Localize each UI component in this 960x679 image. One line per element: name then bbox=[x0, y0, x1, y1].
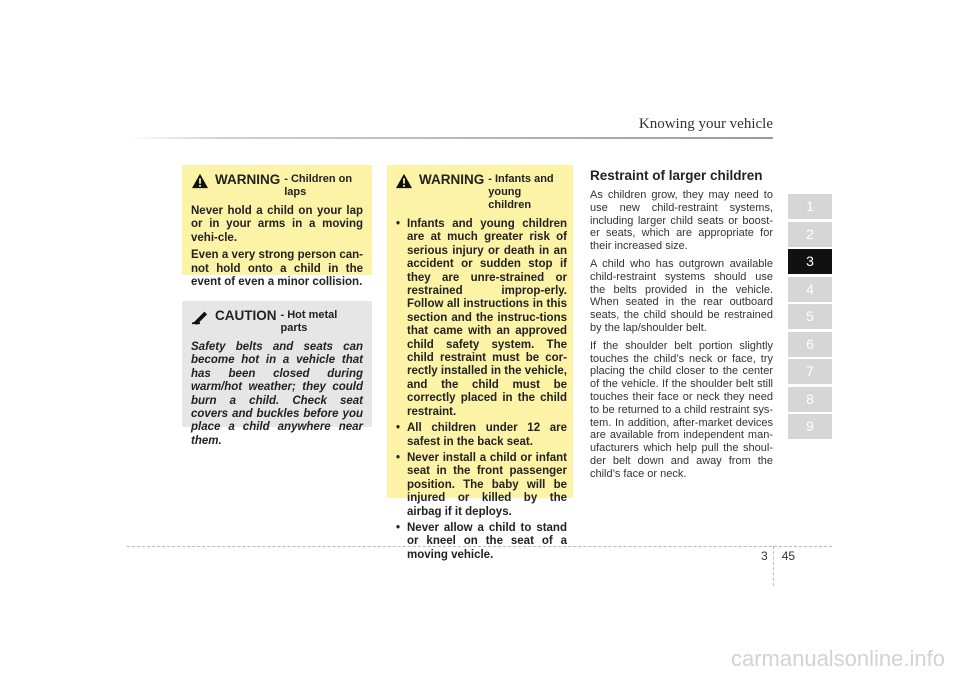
warning-box-children-on-laps bbox=[182, 165, 372, 289]
warning-subtitle: - Children on laps bbox=[284, 173, 353, 198]
caution-pencil-icon bbox=[191, 309, 209, 325]
header-title: Knowing your vehicle bbox=[638, 116, 773, 132]
bullet-item: • Never allow a child to stand or kneel on the seat of a moving vehicle. bbox=[395, 522, 567, 562]
page-chapter: 3 bbox=[761, 549, 768, 563]
warning-title bbox=[191, 173, 363, 199]
chapter-tab-5[interactable]: 5 bbox=[788, 304, 832, 329]
warning-label: WARNING bbox=[215, 172, 281, 187]
section-restraint-larger-children bbox=[590, 168, 773, 486]
bullet-item: • Infants and young children are at much greater risk of serious injury or death in an accident or sudden stop if they are unre-strained or restrained improp-erly. Follow all instructions in this section and the instruc-tions that came with an approved child safety system. The child restraint must be cor-rectly installed in the vehicle, and the child must be correctly placed in the child restraint. bbox=[395, 218, 567, 419]
caution-box-hot-metal bbox=[182, 301, 372, 447]
bullet-item: • Never install a child or infant seat in the front passenger position. The baby will be injured or killed by the airbag if it deploys. bbox=[395, 452, 567, 519]
page-number bbox=[761, 549, 795, 563]
warning-label: WARNING bbox=[419, 172, 485, 187]
chapter-tab-9[interactable]: 9 bbox=[788, 414, 832, 439]
chapter-tab-6[interactable]: 6 bbox=[788, 332, 832, 357]
section-paragraph: As children grow, they may need to use new child-restraint systems, including larger child seats or boost-er seats, which are appropriate for their increased size. bbox=[590, 189, 773, 253]
caution-subtitle: - Hot metal parts bbox=[280, 309, 338, 334]
warning-title bbox=[395, 173, 567, 212]
warning-subtitle: - Infants and young children bbox=[488, 173, 554, 211]
warning-paragraph: Even a very strong person can-not hold onto a child in the event of even a minor collision. bbox=[191, 249, 363, 289]
caution-label: CAUTION bbox=[215, 308, 277, 323]
bullet-item: • All children under 12 are safest in the back seat. bbox=[395, 422, 567, 449]
warning-triangle-icon bbox=[191, 173, 209, 189]
chapter-tab-1[interactable]: 1 bbox=[788, 194, 832, 219]
chapter-tab-4[interactable]: 4 bbox=[788, 277, 832, 302]
header-rule bbox=[127, 137, 773, 139]
chapter-tab-3[interactable]: 3 bbox=[788, 249, 832, 274]
page-value: 45 bbox=[781, 549, 796, 563]
section-title: Restraint of larger children bbox=[590, 168, 763, 183]
section-paragraph: If the shoulder belt portion slightly touches the child’s neck or face, try placing the child closer to the center of the vehicle. If the shoulder belt still touches their face or neck they need to be returned to a child restraint sys-tem. In addition, after-market devices are available from independent man-ufacturers which help pull the shoul-der belt down and away from the child’s face or neck. bbox=[590, 339, 773, 480]
warning-paragraph: Never hold a child on your lap or in your arms in a moving vehi-cle. bbox=[191, 205, 363, 244]
chapter-tab-7[interactable]: 7 bbox=[788, 359, 832, 384]
caution-text: Safety belts and seats can become hot in a vehicle that has been closed during warm/hot weather; they could burn a child. Check seat covers and buckles before you place a child anywhere near them. bbox=[191, 341, 363, 447]
warning-triangle-icon bbox=[395, 173, 413, 189]
chapter-tab-8[interactable]: 8 bbox=[788, 387, 832, 412]
warning-bullet-list bbox=[395, 218, 567, 562]
footer-rule bbox=[127, 546, 832, 547]
caution-title bbox=[191, 309, 363, 335]
section-paragraph: A child who has outgrown available child-restraint systems should use the belts provided in the vehicle. When seated in the rear outboard seats, the child should be restrained by the lap/shoulder belt. bbox=[590, 257, 773, 334]
chapter-tabs bbox=[788, 194, 832, 442]
watermark: carmanualsonline.info bbox=[730, 646, 945, 671]
chapter-tab-2[interactable]: 2 bbox=[788, 222, 832, 247]
warning-box-infants bbox=[387, 165, 573, 561]
